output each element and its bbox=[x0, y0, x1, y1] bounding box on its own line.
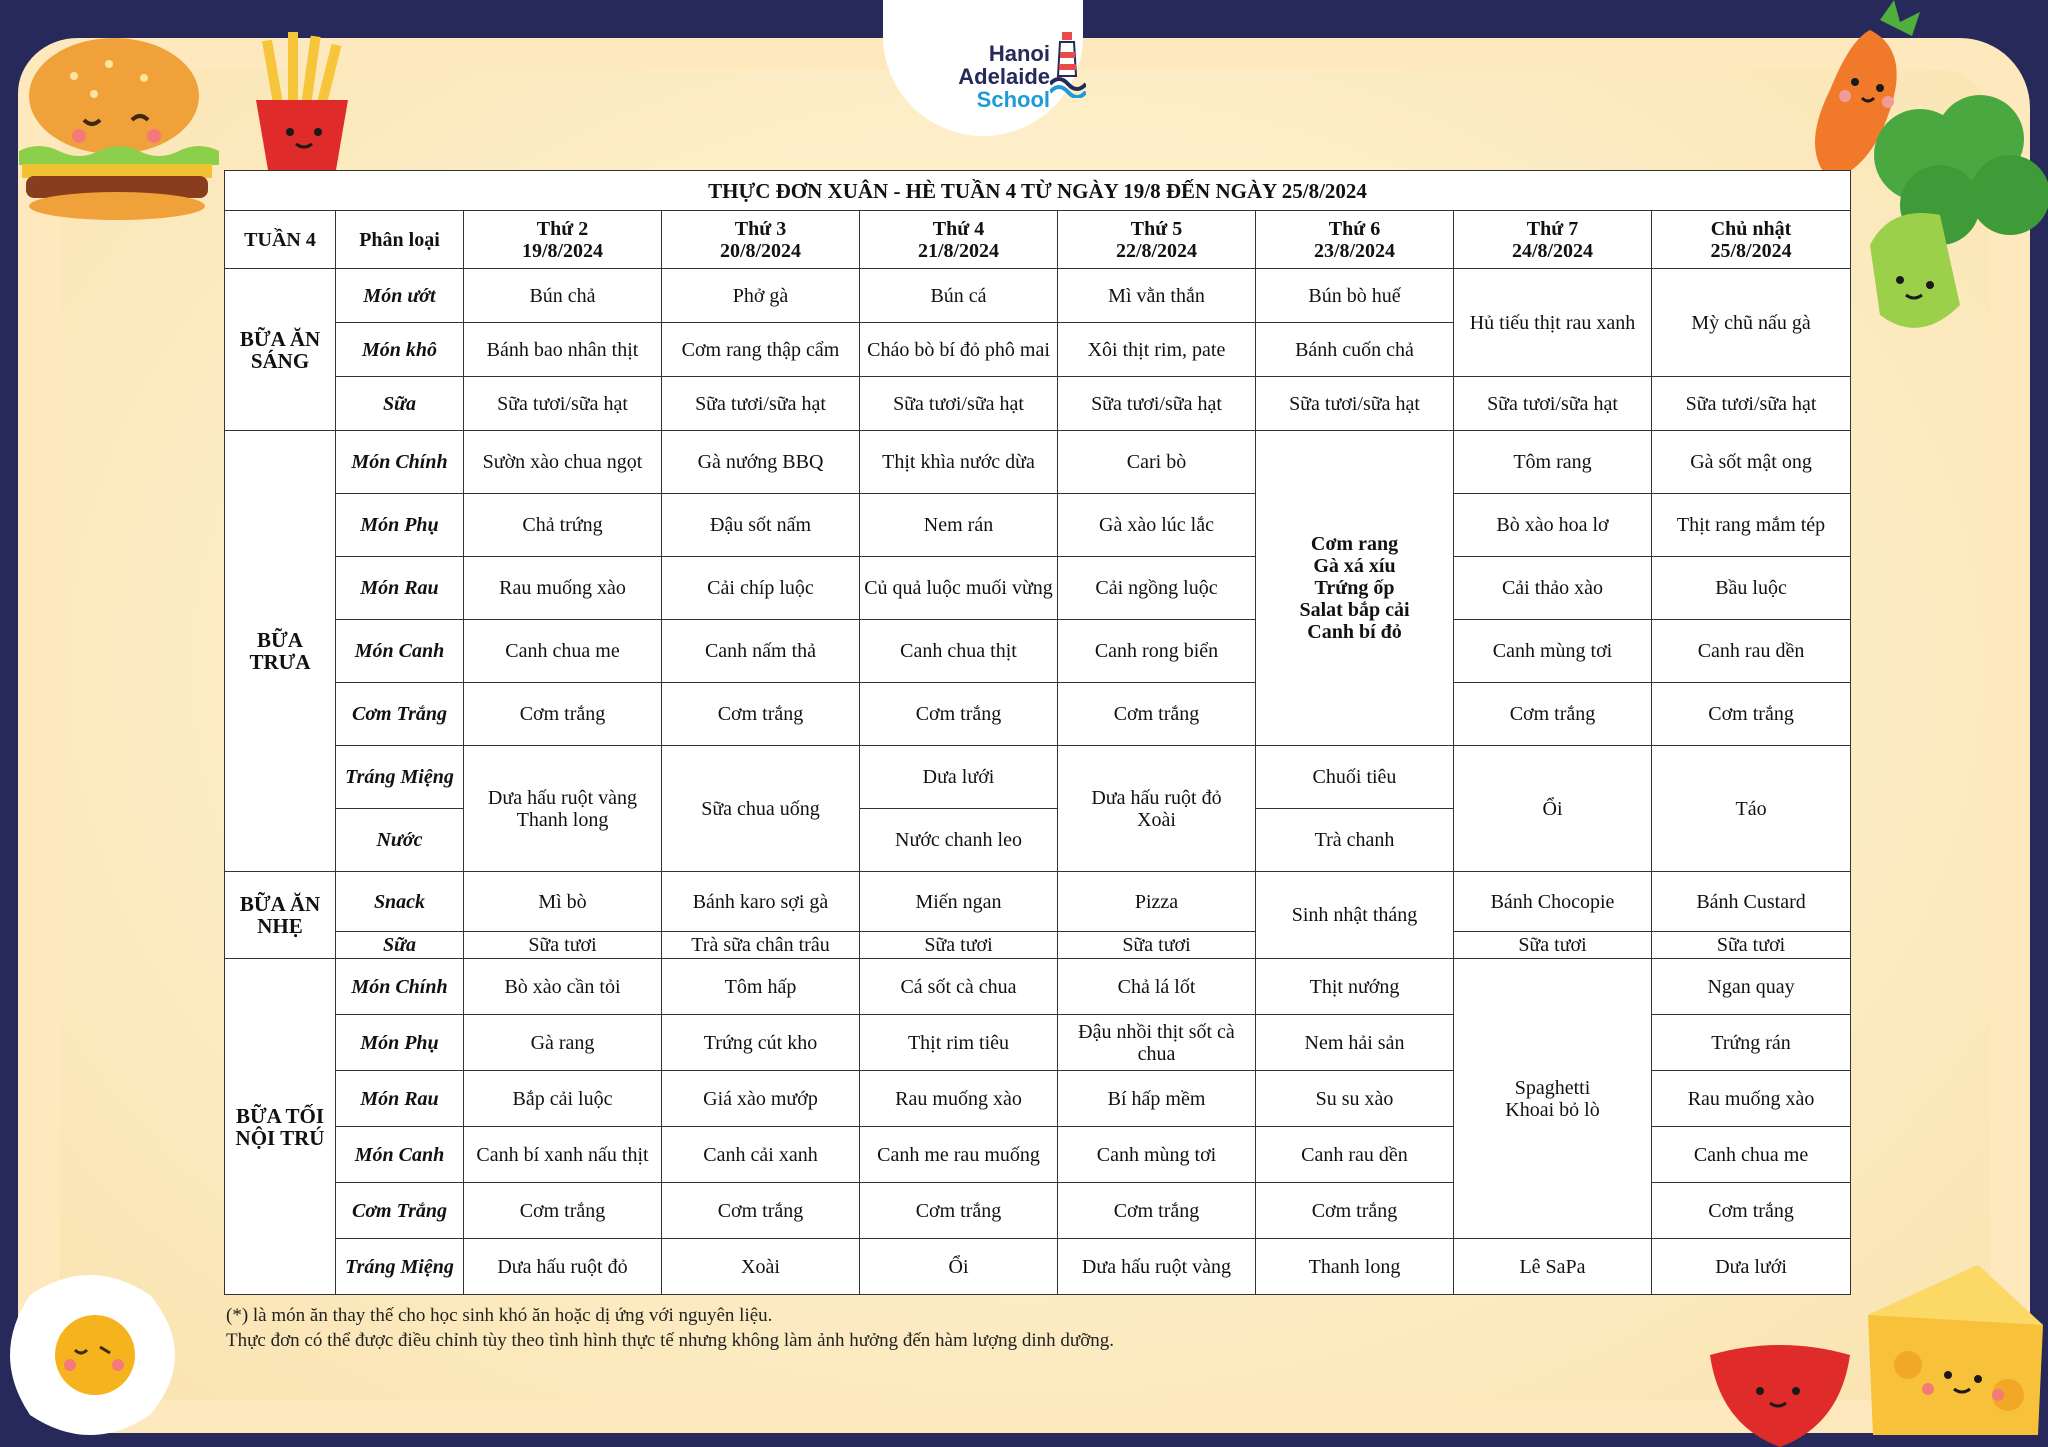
menu-cell: Bánh Custard bbox=[1652, 872, 1851, 932]
day-date: 22/8/2024 bbox=[1115, 239, 1198, 262]
menu-cell: Bò xào hoa lơ bbox=[1454, 494, 1652, 557]
menu-cell: Gà rang bbox=[464, 1015, 662, 1071]
menu-cell: Sữa tươi/sữa hạt bbox=[1454, 377, 1652, 431]
menu-cell: Thịt nướng bbox=[1256, 959, 1454, 1015]
menu-cell: Su su xào bbox=[1256, 1071, 1454, 1127]
meal-label-breakfast: BỮA ĂN SÁNG bbox=[225, 269, 336, 431]
menu-cell: Chuối tiêu bbox=[1256, 746, 1454, 809]
category-label: Món Chính bbox=[336, 959, 464, 1015]
category-label: Tráng Miệng bbox=[336, 1239, 464, 1295]
menu-cell: Mì vằn thắn bbox=[1058, 269, 1256, 323]
strawberry-icon bbox=[1700, 1345, 1860, 1447]
menu-cell: Ổi bbox=[860, 1239, 1058, 1295]
menu-cell: Cải chíp luộc bbox=[662, 557, 860, 620]
menu-cell: Canh cải xanh bbox=[662, 1127, 860, 1183]
menu-cell: Sữa tươi/sữa hạt bbox=[662, 377, 860, 431]
friday-lunch-special bbox=[1256, 431, 1454, 746]
menu-cell: Canh nấm thả bbox=[662, 620, 860, 683]
day-header bbox=[1256, 211, 1454, 269]
menu-cell: Trà chanh bbox=[1256, 809, 1454, 872]
menu-cell: Dưa hấu ruột đỏ Xoài bbox=[1058, 746, 1256, 872]
menu-cell: Ngan quay bbox=[1652, 959, 1851, 1015]
menu-cell: Pizza bbox=[1058, 872, 1256, 932]
menu-cell: Rau muống xào bbox=[1652, 1071, 1851, 1127]
menu-cell: Bánh karo sợi gà bbox=[662, 872, 860, 932]
menu-cell: Cơm trắng bbox=[464, 1183, 662, 1239]
category-label: Snack bbox=[336, 872, 464, 932]
category-label: Món Phụ bbox=[336, 494, 464, 557]
menu-cell: Táo bbox=[1652, 746, 1851, 872]
day-date: 25/8/2024 bbox=[1710, 239, 1792, 262]
fried-egg-icon bbox=[0, 1255, 190, 1445]
menu-cell: Bánh bao nhân thịt bbox=[464, 323, 662, 377]
menu-cell: Phở gà bbox=[662, 269, 860, 323]
category-label: Món Rau bbox=[336, 557, 464, 620]
day-name: Thứ 5 bbox=[1130, 217, 1183, 240]
menu-cell: Trứng rán bbox=[1652, 1015, 1851, 1071]
menu-cell: Tôm rang bbox=[1454, 431, 1652, 494]
menu-cell: Canh me rau muống bbox=[860, 1127, 1058, 1183]
logo-line-2: Adelaide bbox=[958, 64, 1050, 89]
menu-table-container bbox=[224, 170, 1850, 1295]
category-label: Món Canh bbox=[336, 620, 464, 683]
menu-cell: Cari bò bbox=[1058, 431, 1256, 494]
menu-cell: Canh mùng tơi bbox=[1454, 620, 1652, 683]
menu-title: THỰC ĐƠN XUÂN - HÈ TUẦN 4 TỪ NGÀY 19/8 ĐẾN NGÀY 25/8/2024 bbox=[225, 171, 1851, 211]
category-label: Món ướt bbox=[336, 269, 464, 323]
menu-cell: Cơm trắng bbox=[1652, 1183, 1851, 1239]
menu-cell: Mì bò bbox=[464, 872, 662, 932]
menu-cell: Chả trứng bbox=[464, 494, 662, 557]
day-name: Thứ 3 bbox=[734, 217, 787, 240]
special-dish: Canh bí đỏ bbox=[1307, 621, 1402, 643]
cheese-icon bbox=[1858, 1255, 2048, 1440]
menu-cell: Tôm hấp bbox=[662, 959, 860, 1015]
menu-cell: Cải thảo xào bbox=[1454, 557, 1652, 620]
menu-cell: Thịt rim tiêu bbox=[860, 1015, 1058, 1071]
menu-cell: Bầu luộc bbox=[1652, 557, 1851, 620]
menu-cell: Bún cá bbox=[860, 269, 1058, 323]
day-header bbox=[860, 211, 1058, 269]
day-name: Chủ nhật bbox=[1710, 217, 1792, 240]
day-header bbox=[662, 211, 860, 269]
day-header bbox=[1454, 211, 1652, 269]
category-label: Cơm Trắng bbox=[336, 1183, 464, 1239]
menu-cell: Hủ tiếu thịt rau xanh bbox=[1454, 269, 1652, 377]
menu-cell: Sữa tươi bbox=[464, 932, 662, 959]
meal-label-dinner: BỮA TỐI NỘI TRÚ bbox=[225, 959, 336, 1295]
special-dish: Salat bắp cải bbox=[1299, 599, 1410, 621]
menu-cell: Gà xào lúc lắc bbox=[1058, 494, 1256, 557]
menu-cell: Bí hấp mềm bbox=[1058, 1071, 1256, 1127]
menu-cell: Củ quả luộc muối vừng bbox=[860, 557, 1058, 620]
menu-cell: Ổi bbox=[1454, 746, 1652, 872]
menu-cell: Đậu nhồi thịt sốt cà chua bbox=[1058, 1015, 1256, 1071]
menu-cell: Miến ngan bbox=[860, 872, 1058, 932]
footnotes bbox=[226, 1303, 1846, 1353]
menu-cell: Canh chua me bbox=[464, 620, 662, 683]
day-date: 24/8/2024 bbox=[1511, 239, 1594, 262]
day-date: 19/8/2024 bbox=[521, 239, 604, 262]
menu-cell: Gà sốt mật ong bbox=[1652, 431, 1851, 494]
week-label: TUẦN 4 bbox=[225, 211, 336, 269]
menu-cell: Sữa tươi/sữa hạt bbox=[1652, 377, 1851, 431]
menu-cell: Sữa tươi/sữa hạt bbox=[860, 377, 1058, 431]
menu-cell: Bò xào cần tỏi bbox=[464, 959, 662, 1015]
category-label: Món Rau bbox=[336, 1071, 464, 1127]
menu-cell: Trà sữa chân trâu bbox=[662, 932, 860, 959]
menu-cell: Thịt khìa nước dừa bbox=[860, 431, 1058, 494]
fries-icon bbox=[238, 30, 368, 170]
special-dish: Cơm rang bbox=[1310, 533, 1399, 555]
special-dish: Trứng ốp bbox=[1314, 577, 1395, 599]
menu-cell: Nem hải sản bbox=[1256, 1015, 1454, 1071]
menu-cell: Sữa chua uống bbox=[662, 746, 860, 872]
day-header bbox=[1058, 211, 1256, 269]
menu-cell: Dưa hấu ruột vàng Thanh long bbox=[464, 746, 662, 872]
menu-cell: Sữa tươi bbox=[860, 932, 1058, 959]
menu-cell: Sữa tươi/sữa hạt bbox=[1256, 377, 1454, 431]
menu-cell: Cá sốt cà chua bbox=[860, 959, 1058, 1015]
day-header bbox=[1652, 211, 1851, 269]
menu-cell: Cơm trắng bbox=[860, 683, 1058, 746]
menu-cell: Cải ngồng luộc bbox=[1058, 557, 1256, 620]
category-header: Phân loại bbox=[336, 211, 464, 269]
category-label: Món Canh bbox=[336, 1127, 464, 1183]
menu-cell: Mỳ chũ nấu gà bbox=[1652, 269, 1851, 377]
menu-cell: Canh rau dền bbox=[1652, 620, 1851, 683]
day-header bbox=[464, 211, 662, 269]
menu-cell: Bắp cải luộc bbox=[464, 1071, 662, 1127]
day-header-row bbox=[225, 211, 1851, 269]
menu-cell: Cơm trắng bbox=[662, 683, 860, 746]
menu-cell: Xoài bbox=[662, 1239, 860, 1295]
day-name: Thứ 2 bbox=[536, 217, 589, 240]
menu-cell: Canh chua thịt bbox=[860, 620, 1058, 683]
category-label: Sữa bbox=[336, 377, 464, 431]
menu-cell: Cơm trắng bbox=[860, 1183, 1058, 1239]
menu-cell: Dưa hấu ruột vàng bbox=[1058, 1239, 1256, 1295]
menu-cell: Chả lá lốt bbox=[1058, 959, 1256, 1015]
menu-cell: Giá xào mướp bbox=[662, 1071, 860, 1127]
category-label: Cơm Trắng bbox=[336, 683, 464, 746]
menu-cell: Canh bí xanh nấu thịt bbox=[464, 1127, 662, 1183]
menu-cell: Sinh nhật tháng bbox=[1256, 872, 1454, 959]
day-date: 21/8/2024 bbox=[917, 239, 1000, 262]
category-label: Món Chính bbox=[336, 431, 464, 494]
menu-cell: Dưa lưới bbox=[860, 746, 1058, 809]
menu-cell: Thịt rang mắm tép bbox=[1652, 494, 1851, 557]
menu-cell: Sữa tươi bbox=[1652, 932, 1851, 959]
menu-cell: Lê SaPa bbox=[1454, 1239, 1652, 1295]
menu-cell: Nước chanh leo bbox=[860, 809, 1058, 872]
menu-cell: Cơm trắng bbox=[464, 683, 662, 746]
menu-cell: Dưa lưới bbox=[1652, 1239, 1851, 1295]
meal-label-snack: BỮA ĂN NHẸ bbox=[225, 872, 336, 959]
broccoli-icon bbox=[1850, 95, 2048, 345]
burger-icon bbox=[14, 36, 224, 221]
day-name: Thứ 6 bbox=[1328, 217, 1381, 240]
weekly-menu-table bbox=[224, 170, 1851, 1295]
school-logo-text bbox=[940, 42, 1050, 111]
logo-line-3: School bbox=[976, 87, 1050, 112]
footnote: (*) là món ăn thay thế cho học sinh khó ăn hoặc dị ứng với nguyên liệu. bbox=[226, 1305, 773, 1326]
menu-cell: Trứng cút kho bbox=[662, 1015, 860, 1071]
category-label: Nước bbox=[336, 809, 464, 872]
menu-cell: Nem rán bbox=[860, 494, 1058, 557]
menu-cell: Canh chua me bbox=[1652, 1127, 1851, 1183]
menu-cell: Cơm trắng bbox=[1058, 683, 1256, 746]
menu-cell: Bánh Chocopie bbox=[1454, 872, 1652, 932]
menu-cell: Sữa tươi/sữa hạt bbox=[464, 377, 662, 431]
menu-cell: Bún bò huế bbox=[1256, 269, 1454, 323]
menu-cell: Cơm trắng bbox=[1058, 1183, 1256, 1239]
footnote: Thực đơn có thể được điều chỉnh tùy theo tình hình thực tế nhưng không làm ảnh hưởng đến hàm lượng dinh dưỡng. bbox=[226, 1330, 1114, 1351]
menu-cell: Sườn xào chua ngọt bbox=[464, 431, 662, 494]
menu-cell: Canh rau dền bbox=[1256, 1127, 1454, 1183]
menu-cell: Rau muống xào bbox=[464, 557, 662, 620]
menu-cell: Sữa tươi/sữa hạt bbox=[1058, 377, 1256, 431]
menu-cell: Cơm trắng bbox=[1454, 683, 1652, 746]
day-date: 20/8/2024 bbox=[719, 239, 802, 262]
category-label: Món Phụ bbox=[336, 1015, 464, 1071]
menu-cell: Cơm rang thập cẩm bbox=[662, 323, 860, 377]
menu-cell: Đậu sốt nấm bbox=[662, 494, 860, 557]
category-label: Tráng Miệng bbox=[336, 746, 464, 809]
menu-cell: Rau muống xào bbox=[860, 1071, 1058, 1127]
menu-cell: Bánh cuốn chả bbox=[1256, 323, 1454, 377]
menu-cell: Cơm trắng bbox=[662, 1183, 860, 1239]
menu-cell: Canh mùng tơi bbox=[1058, 1127, 1256, 1183]
menu-cell: Thanh long bbox=[1256, 1239, 1454, 1295]
menu-cell: Dưa hấu ruột đỏ bbox=[464, 1239, 662, 1295]
menu-cell: Xôi thịt rim, pate bbox=[1058, 323, 1256, 377]
menu-cell: Cơm trắng bbox=[1652, 683, 1851, 746]
lighthouse-icon bbox=[1050, 26, 1086, 98]
menu-cell: Sữa tươi bbox=[1454, 932, 1652, 959]
saturday-dinner-special: Spaghetti Khoai bỏ lò bbox=[1454, 959, 1652, 1239]
day-date: 23/8/2024 bbox=[1313, 239, 1396, 262]
category-label: Món khô bbox=[336, 323, 464, 377]
meal-label-lunch: BỮA TRƯA bbox=[225, 431, 336, 872]
menu-cell: Sữa tươi bbox=[1058, 932, 1256, 959]
special-dish: Gà xá xíu bbox=[1313, 555, 1396, 577]
logo-line-1: Hanoi bbox=[988, 41, 1050, 66]
menu-cell: Gà nướng BBQ bbox=[662, 431, 860, 494]
menu-cell: Cháo bò bí đỏ phô mai bbox=[860, 323, 1058, 377]
day-name: Thứ 4 bbox=[932, 217, 985, 240]
menu-cell: Canh rong biển bbox=[1058, 620, 1256, 683]
menu-cell: Cơm trắng bbox=[1256, 1183, 1454, 1239]
day-name: Thứ 7 bbox=[1526, 217, 1579, 240]
category-label: Sữa bbox=[336, 932, 464, 959]
menu-cell: Bún chả bbox=[464, 269, 662, 323]
